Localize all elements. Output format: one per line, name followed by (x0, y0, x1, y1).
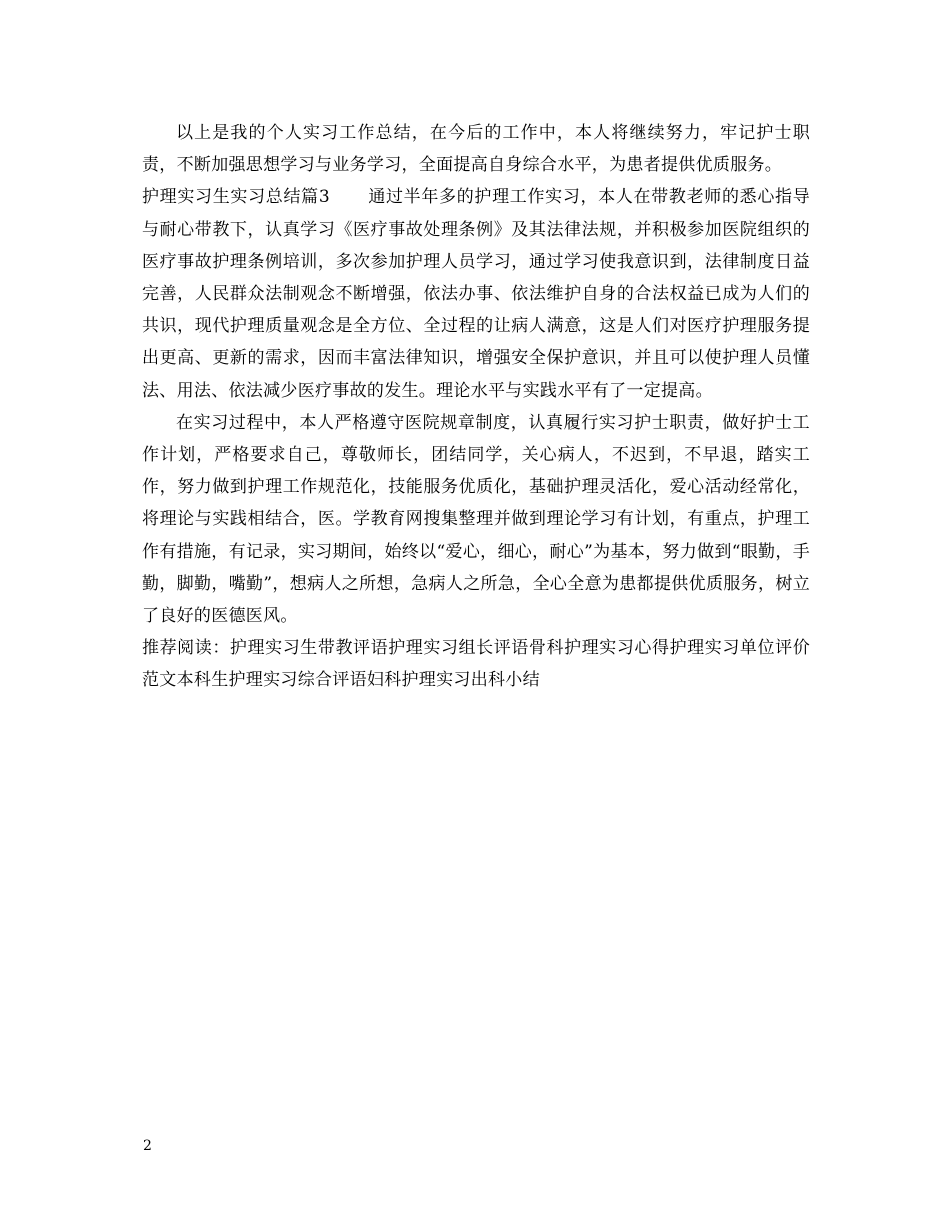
paragraph-internship-process: 在实习过程中，本人严格遵守医院规章制度，认真履行实习护士职责，做好护士工作计划，严格要求自己，尊敬师长，团结同学，关心病人，不迟到，不早退，踏实工作，努力做到护理工作规范化，技能服务优质化，基础护理灵活化，爱心活动经常化，将理论与实践相结合，医。学教育网搜集整理并做到理论学习有计划，有重点，护理工作有措施，有记录，实习期间，始终以“爱心，细心，耐心”为基本，努力做到“眼勤，手勤，脚勤，嘴勤”，想病人之所想，急病人之所急，全心全意为患都提供优质服务，树立了良好的医德医风。 (142, 412, 810, 627)
paragraph-recommended-reading: 推荐阅读：护理实习生带教评语护理实习组长评语骨科护理实习心得护理实习单位评价范文本科生护理实习综合评语妇科护理实习出科小结 (142, 638, 810, 691)
section-3-body: 通过半年多的护理工作实习，本人在带教老师的悉心指导与耐心带教下，认真学习《医疗事故处理条例》及其法律法规，并积极参加医院组织的医疗事故护理条例培训，多次参加护理人员学习，通过学习使我意识到，法律制度日益完善，人民群众法制观念不断增强，依法办事、依法维护自身的合法权益已成为人们的共识，现代护理质量观念是全方位、全过程的让病人满意，这是人们对医疗护理服务提出更高、更新的需求，因而丰富法律知识，增强安全保护意识，并且可以使护理人员懂法、用法、依法减少医疗事故的发生。理论水平与实践水平有了一定提高。 (142, 187, 810, 401)
paragraph-summary-conclusion: 以上是我的个人实习工作总结，在今后的工作中，本人将继续努力，牢记护士职责，不断加强思想学习与业务学习，全面提高自身综合水平，为患者提供优质服务。 (142, 123, 810, 176)
section-heading: 护理实习生实习总结篇3 (142, 187, 330, 208)
paragraph-section-3 (142, 181, 810, 406)
page-number: 2 (143, 1138, 152, 1154)
document-body (142, 117, 810, 697)
